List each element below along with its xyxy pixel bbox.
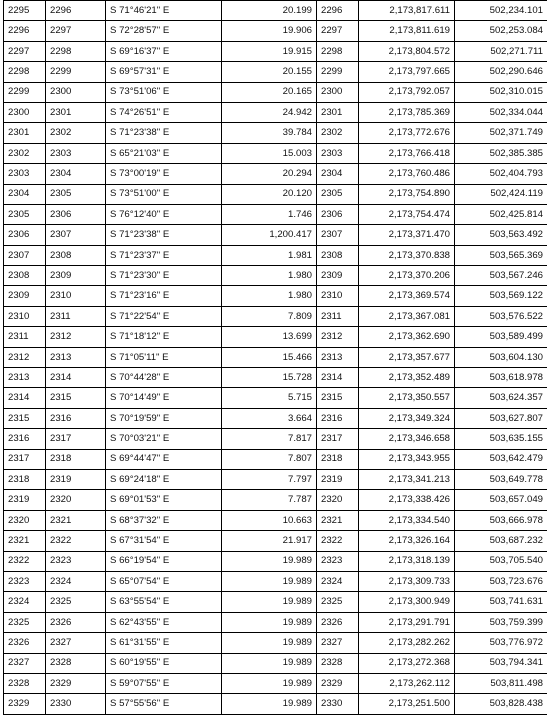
easting-cell: 503,567.246 [455, 266, 547, 286]
distance-cell: 19.989 [222, 612, 317, 632]
bearing-cell: S 70°03'21" E [106, 429, 222, 449]
point-number-cell: 2322 [317, 531, 359, 551]
bearing-cell: S 71°22'54" E [106, 306, 222, 326]
table-row [4, 123, 547, 143]
to-station-cell: 2317 [46, 429, 106, 449]
to-station-cell: 2309 [46, 266, 106, 286]
to-station-cell: 2327 [46, 633, 106, 653]
from-station-cell: 2300 [4, 102, 46, 122]
to-station-cell: 2320 [46, 490, 106, 510]
distance-cell: 19.989 [222, 694, 317, 714]
table-row [4, 266, 547, 286]
bearing-cell: S 71°05'11" E [106, 347, 222, 367]
point-number-cell: 2313 [317, 347, 359, 367]
from-station-cell: 2321 [4, 531, 46, 551]
point-number-cell: 2299 [317, 62, 359, 82]
northing-cell: 2,173,804.572 [359, 41, 455, 61]
point-number-cell: 2302 [317, 123, 359, 143]
distance-cell: 1.980 [222, 266, 317, 286]
northing-cell: 2,173,772.676 [359, 123, 455, 143]
table-row [4, 327, 547, 347]
distance-cell: 19.906 [222, 21, 317, 41]
point-number-cell: 2325 [317, 592, 359, 612]
from-station-cell: 2324 [4, 592, 46, 612]
table-row [4, 673, 547, 693]
easting-cell: 502,404.793 [455, 164, 547, 184]
bearing-cell: S 59°07'55" E [106, 673, 222, 693]
bearing-cell: S 69°44'47" E [106, 449, 222, 469]
distance-cell: 15.728 [222, 368, 317, 388]
from-station-cell: 2311 [4, 327, 46, 347]
easting-cell: 503,705.540 [455, 551, 547, 571]
bearing-cell: S 63°55'54" E [106, 592, 222, 612]
point-number-cell: 2318 [317, 449, 359, 469]
table-row [4, 531, 547, 551]
table-row [4, 1, 547, 21]
northing-cell: 2,173,370.206 [359, 266, 455, 286]
northing-cell: 2,173,341.213 [359, 469, 455, 489]
bearing-cell: S 61°31'55" E [106, 633, 222, 653]
bearing-cell: S 69°16'37" E [106, 41, 222, 61]
table-row [4, 490, 547, 510]
easting-cell: 503,666.978 [455, 510, 547, 530]
table-body [4, 1, 547, 715]
to-station-cell: 2307 [46, 225, 106, 245]
easting-cell: 503,759.399 [455, 612, 547, 632]
from-station-cell: 2319 [4, 490, 46, 510]
table-row [4, 469, 547, 489]
point-number-cell: 2298 [317, 41, 359, 61]
point-number-cell: 2316 [317, 408, 359, 428]
northing-cell: 2,173,251.500 [359, 694, 455, 714]
from-station-cell: 2320 [4, 510, 46, 530]
from-station-cell: 2323 [4, 571, 46, 591]
to-station-cell: 2324 [46, 571, 106, 591]
table-row [4, 143, 547, 163]
table-row [4, 245, 547, 265]
from-station-cell: 2309 [4, 286, 46, 306]
easting-cell: 503,657.049 [455, 490, 547, 510]
distance-cell: 15.466 [222, 347, 317, 367]
to-station-cell: 2297 [46, 21, 106, 41]
distance-cell: 1.981 [222, 245, 317, 265]
bearing-cell: S 71°18'12" E [106, 327, 222, 347]
to-station-cell: 2301 [46, 102, 106, 122]
to-station-cell: 2298 [46, 41, 106, 61]
point-number-cell: 2296 [317, 1, 359, 21]
table-row [4, 286, 547, 306]
from-station-cell: 2312 [4, 347, 46, 367]
northing-cell: 2,173,797.665 [359, 62, 455, 82]
bearing-cell: S 74°26'51" E [106, 102, 222, 122]
from-station-cell: 2305 [4, 204, 46, 224]
to-station-cell: 2296 [46, 1, 106, 21]
from-station-cell: 2326 [4, 633, 46, 653]
point-number-cell: 2314 [317, 368, 359, 388]
easting-cell: 502,334.044 [455, 102, 547, 122]
bearing-cell: S 65°21'03" E [106, 143, 222, 163]
to-station-cell: 2329 [46, 673, 106, 693]
northing-cell: 2,173,792.057 [359, 82, 455, 102]
to-station-cell: 2305 [46, 184, 106, 204]
northing-cell: 2,173,811.619 [359, 21, 455, 41]
point-number-cell: 2310 [317, 286, 359, 306]
from-station-cell: 2317 [4, 449, 46, 469]
point-number-cell: 2323 [317, 551, 359, 571]
easting-cell: 502,424.119 [455, 184, 547, 204]
distance-cell: 19.989 [222, 653, 317, 673]
point-number-cell: 2327 [317, 633, 359, 653]
point-number-cell: 2301 [317, 102, 359, 122]
to-station-cell: 2312 [46, 327, 106, 347]
distance-cell: 7.817 [222, 429, 317, 449]
to-station-cell: 2308 [46, 245, 106, 265]
bearing-cell: S 73°00'19" E [106, 164, 222, 184]
point-number-cell: 2321 [317, 510, 359, 530]
point-number-cell: 2307 [317, 225, 359, 245]
from-station-cell: 2297 [4, 41, 46, 61]
easting-cell: 503,723.676 [455, 571, 547, 591]
easting-cell: 502,385.385 [455, 143, 547, 163]
northing-cell: 2,173,334.540 [359, 510, 455, 530]
to-station-cell: 2314 [46, 368, 106, 388]
distance-cell: 15.003 [222, 143, 317, 163]
from-station-cell: 2310 [4, 306, 46, 326]
northing-cell: 2,173,766.418 [359, 143, 455, 163]
from-station-cell: 2325 [4, 612, 46, 632]
from-station-cell: 2327 [4, 653, 46, 673]
point-number-cell: 2305 [317, 184, 359, 204]
from-station-cell: 2314 [4, 388, 46, 408]
distance-cell: 19.989 [222, 633, 317, 653]
to-station-cell: 2302 [46, 123, 106, 143]
point-number-cell: 2311 [317, 306, 359, 326]
to-station-cell: 2316 [46, 408, 106, 428]
from-station-cell: 2302 [4, 143, 46, 163]
bearing-cell: S 57°55'56" E [106, 694, 222, 714]
to-station-cell: 2330 [46, 694, 106, 714]
table-row [4, 41, 547, 61]
table-row [4, 347, 547, 367]
to-station-cell: 2323 [46, 551, 106, 571]
bearing-cell: S 67°31'54" E [106, 531, 222, 551]
to-station-cell: 2318 [46, 449, 106, 469]
point-number-cell: 2312 [317, 327, 359, 347]
northing-cell: 2,173,343.955 [359, 449, 455, 469]
bearing-cell: S 65°07'54" E [106, 571, 222, 591]
distance-cell: 1.746 [222, 204, 317, 224]
from-station-cell: 2315 [4, 408, 46, 428]
point-number-cell: 2300 [317, 82, 359, 102]
to-station-cell: 2322 [46, 531, 106, 551]
point-number-cell: 2315 [317, 388, 359, 408]
distance-cell: 19.989 [222, 592, 317, 612]
bearing-cell: S 68°37'32" E [106, 510, 222, 530]
to-station-cell: 2325 [46, 592, 106, 612]
northing-cell: 2,173,362.690 [359, 327, 455, 347]
table-row [4, 368, 547, 388]
point-number-cell: 2309 [317, 266, 359, 286]
table-row [4, 592, 547, 612]
distance-cell: 21.917 [222, 531, 317, 551]
point-number-cell: 2304 [317, 164, 359, 184]
easting-cell: 502,234.101 [455, 1, 547, 21]
bearing-cell: S 62°43'55" E [106, 612, 222, 632]
from-station-cell: 2296 [4, 21, 46, 41]
easting-cell: 503,604.130 [455, 347, 547, 367]
easting-cell: 503,828.438 [455, 694, 547, 714]
distance-cell: 19.989 [222, 571, 317, 591]
northing-cell: 2,173,785.369 [359, 102, 455, 122]
easting-cell: 502,310.015 [455, 82, 547, 102]
northing-cell: 2,173,349.324 [359, 408, 455, 428]
from-station-cell: 2322 [4, 551, 46, 571]
table-row [4, 551, 547, 571]
table-row [4, 408, 547, 428]
point-number-cell: 2297 [317, 21, 359, 41]
from-station-cell: 2308 [4, 266, 46, 286]
easting-cell: 502,271.711 [455, 41, 547, 61]
distance-cell: 10.663 [222, 510, 317, 530]
northing-cell: 2,173,760.486 [359, 164, 455, 184]
easting-cell: 503,565.369 [455, 245, 547, 265]
bearing-cell: S 70°44'28" E [106, 368, 222, 388]
point-number-cell: 2326 [317, 612, 359, 632]
bearing-cell: S 73°51'00" E [106, 184, 222, 204]
table-row [4, 164, 547, 184]
point-number-cell: 2330 [317, 694, 359, 714]
from-station-cell: 2298 [4, 62, 46, 82]
from-station-cell: 2304 [4, 184, 46, 204]
easting-cell: 503,635.155 [455, 429, 547, 449]
to-station-cell: 2303 [46, 143, 106, 163]
table-row [4, 388, 547, 408]
distance-cell: 20.155 [222, 62, 317, 82]
northing-cell: 2,173,371.470 [359, 225, 455, 245]
easting-cell: 503,563.492 [455, 225, 547, 245]
from-station-cell: 2313 [4, 368, 46, 388]
table-row [4, 429, 547, 449]
bearing-cell: S 70°19'59" E [106, 408, 222, 428]
northing-cell: 2,173,300.949 [359, 592, 455, 612]
to-station-cell: 2311 [46, 306, 106, 326]
easting-cell: 503,618.978 [455, 368, 547, 388]
bearing-cell: S 71°23'37" E [106, 245, 222, 265]
to-station-cell: 2299 [46, 62, 106, 82]
northing-cell: 2,173,291.791 [359, 612, 455, 632]
easting-cell: 502,425.814 [455, 204, 547, 224]
from-station-cell: 2303 [4, 164, 46, 184]
easting-cell: 503,687.232 [455, 531, 547, 551]
point-number-cell: 2328 [317, 653, 359, 673]
to-station-cell: 2310 [46, 286, 106, 306]
from-station-cell: 2328 [4, 673, 46, 693]
to-station-cell: 2304 [46, 164, 106, 184]
northing-cell: 2,173,817.611 [359, 1, 455, 21]
northing-cell: 2,173,309.733 [359, 571, 455, 591]
easting-cell: 503,576.522 [455, 306, 547, 326]
point-number-cell: 2308 [317, 245, 359, 265]
to-station-cell: 2319 [46, 469, 106, 489]
northing-cell: 2,173,338.426 [359, 490, 455, 510]
to-station-cell: 2306 [46, 204, 106, 224]
easting-cell: 503,569.122 [455, 286, 547, 306]
table-row [4, 612, 547, 632]
point-number-cell: 2329 [317, 673, 359, 693]
northing-cell: 2,173,352.489 [359, 368, 455, 388]
from-station-cell: 2307 [4, 245, 46, 265]
to-station-cell: 2321 [46, 510, 106, 530]
bearing-cell: S 76°12'40" E [106, 204, 222, 224]
point-number-cell: 2319 [317, 469, 359, 489]
table-row [4, 653, 547, 673]
bearing-cell: S 71°23'30" E [106, 266, 222, 286]
northing-cell: 2,173,272.368 [359, 653, 455, 673]
table-row [4, 694, 547, 714]
northing-cell: 2,173,754.474 [359, 204, 455, 224]
easting-cell: 503,627.807 [455, 408, 547, 428]
easting-cell: 503,776.972 [455, 633, 547, 653]
distance-cell: 3.664 [222, 408, 317, 428]
distance-cell: 7.809 [222, 306, 317, 326]
distance-cell: 20.120 [222, 184, 317, 204]
easting-cell: 503,741.631 [455, 592, 547, 612]
bearing-cell: S 71°46'21" E [106, 1, 222, 21]
northing-cell: 2,173,318.139 [359, 551, 455, 571]
northing-cell: 2,173,262.112 [359, 673, 455, 693]
bearing-cell: S 71°23'38" E [106, 123, 222, 143]
northing-cell: 2,173,326.164 [359, 531, 455, 551]
easting-cell: 503,811.498 [455, 673, 547, 693]
to-station-cell: 2326 [46, 612, 106, 632]
distance-cell: 20.165 [222, 82, 317, 102]
northing-cell: 2,173,282.262 [359, 633, 455, 653]
distance-cell: 20.199 [222, 1, 317, 21]
northing-cell: 2,173,370.838 [359, 245, 455, 265]
table-row [4, 306, 547, 326]
northing-cell: 2,173,369.574 [359, 286, 455, 306]
distance-cell: 1,200.417 [222, 225, 317, 245]
table-row [4, 510, 547, 530]
table-row [4, 82, 547, 102]
northing-cell: 2,173,346.658 [359, 429, 455, 449]
distance-cell: 7.787 [222, 490, 317, 510]
point-number-cell: 2306 [317, 204, 359, 224]
distance-cell: 1.980 [222, 286, 317, 306]
bearing-cell: S 69°24'18" E [106, 469, 222, 489]
point-number-cell: 2303 [317, 143, 359, 163]
easting-cell: 502,371.749 [455, 123, 547, 143]
distance-cell: 19.989 [222, 551, 317, 571]
easting-cell: 503,624.357 [455, 388, 547, 408]
table-row [4, 184, 547, 204]
northing-cell: 2,173,357.677 [359, 347, 455, 367]
point-number-cell: 2317 [317, 429, 359, 449]
bearing-cell: S 71°23'16" E [106, 286, 222, 306]
northing-cell: 2,173,350.557 [359, 388, 455, 408]
from-station-cell: 2295 [4, 1, 46, 21]
distance-cell: 7.797 [222, 469, 317, 489]
distance-cell: 7.807 [222, 449, 317, 469]
to-station-cell: 2315 [46, 388, 106, 408]
table-row [4, 102, 547, 122]
point-number-cell: 2320 [317, 490, 359, 510]
northing-cell: 2,173,367.081 [359, 306, 455, 326]
easting-cell: 502,253.084 [455, 21, 547, 41]
table-row [4, 204, 547, 224]
bearing-cell: S 72°28'57" E [106, 21, 222, 41]
table-row [4, 449, 547, 469]
table-row [4, 633, 547, 653]
table-row [4, 225, 547, 245]
to-station-cell: 2328 [46, 653, 106, 673]
bearing-cell: S 70°14'49" E [106, 388, 222, 408]
from-station-cell: 2299 [4, 82, 46, 102]
from-station-cell: 2329 [4, 694, 46, 714]
distance-cell: 19.915 [222, 41, 317, 61]
easting-cell: 503,642.479 [455, 449, 547, 469]
bearing-cell: S 69°01'53" E [106, 490, 222, 510]
bearing-cell: S 69°57'31" E [106, 62, 222, 82]
from-station-cell: 2316 [4, 429, 46, 449]
table-row [4, 62, 547, 82]
from-station-cell: 2318 [4, 469, 46, 489]
from-station-cell: 2306 [4, 225, 46, 245]
bearing-cell: S 73°51'06" E [106, 82, 222, 102]
distance-cell: 39.784 [222, 123, 317, 143]
from-station-cell: 2301 [4, 123, 46, 143]
point-number-cell: 2324 [317, 571, 359, 591]
easting-cell: 503,649.778 [455, 469, 547, 489]
northing-cell: 2,173,754.890 [359, 184, 455, 204]
easting-cell: 503,589.499 [455, 327, 547, 347]
to-station-cell: 2300 [46, 82, 106, 102]
distance-cell: 24.942 [222, 102, 317, 122]
distance-cell: 5.715 [222, 388, 317, 408]
distance-cell: 19.989 [222, 673, 317, 693]
distance-cell: 13.699 [222, 327, 317, 347]
easting-cell: 503,794.341 [455, 653, 547, 673]
survey-coordinates-table [3, 0, 547, 715]
easting-cell: 502,290.646 [455, 62, 547, 82]
bearing-cell: S 71°23'38" E [106, 225, 222, 245]
to-station-cell: 2313 [46, 347, 106, 367]
bearing-cell: S 60°19'55" E [106, 653, 222, 673]
distance-cell: 20.294 [222, 164, 317, 184]
table-row [4, 21, 547, 41]
bearing-cell: S 66°19'54" E [106, 551, 222, 571]
table-row [4, 571, 547, 591]
